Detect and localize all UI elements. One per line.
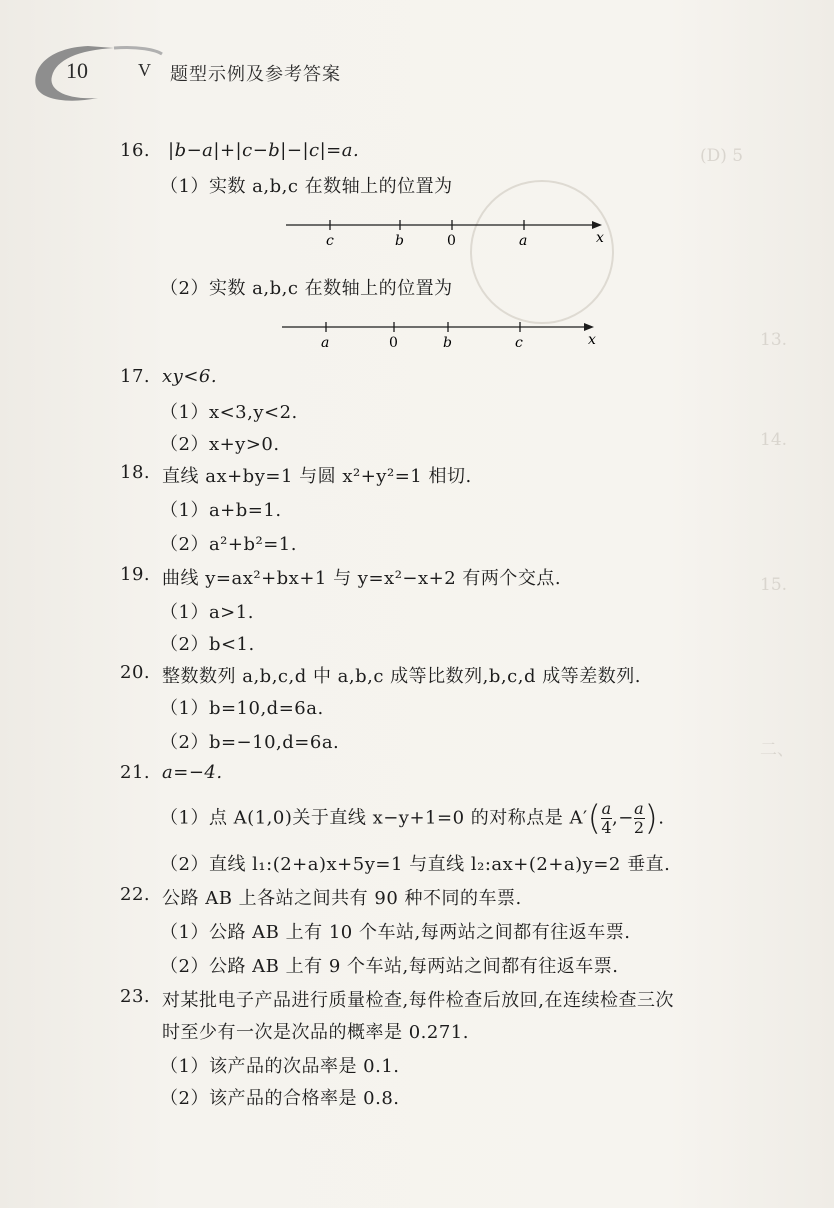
bleed-through-arc [470, 180, 614, 324]
condition-1 [160, 800, 665, 837]
condition-2: （2）b<1. [160, 634, 255, 655]
condition-1: （1）a>1. [160, 602, 254, 623]
tick-label: c [326, 233, 334, 249]
tick-label: 0 [447, 233, 456, 249]
condition-1-text: （1）点 A(1,0)关于直线 x−y+1=0 的对称点是 A′ [160, 807, 588, 829]
condition-2: （2）b=−10,d=6a. [160, 732, 340, 753]
question-number: 19. [120, 564, 151, 585]
question-stem: 公路 AB 上各站之间共有 90 种不同的车票. [162, 888, 522, 909]
question-number: 18. [120, 462, 151, 483]
tick-label: b [395, 233, 404, 249]
question-stem: 曲线 y=ax²+bx+1 与 y=x²−x+2 有两个交点. [162, 568, 562, 589]
question-stem-line-1: 对某批电子产品进行质量检查,每件检查后放回,在连续检查三次 [162, 990, 674, 1011]
fraction [601, 800, 612, 837]
chapter-title: 题型示例及参考答案 [170, 64, 341, 85]
condition-2: （2）公路 AB 上有 9 个车站,每两站之间都有往返车票. [160, 956, 619, 977]
condition-1: （1）x<3,y<2. [160, 402, 298, 423]
question-stem-line-2: 时至少有一次是次品的概率是 0.271. [162, 1022, 469, 1043]
condition-1: （1）公路 AB 上有 10 个车站,每两站之间都有往返车票. [160, 922, 631, 943]
tick-label: 0 [389, 335, 398, 351]
question-stem: xy<6. [162, 366, 218, 387]
bleed-through-text: 15. [760, 575, 788, 595]
question-number: 23. [120, 986, 151, 1007]
question-number: 21. [120, 762, 151, 783]
question-stem: 整数数列 a,b,c,d 中 a,b,c 成等比数列,b,c,d 成等差数列. [162, 666, 641, 687]
tick-label: c [515, 335, 523, 351]
numerator: a [634, 799, 645, 818]
number-line-1 [280, 212, 610, 252]
page-number: 10 [66, 58, 88, 83]
bleed-through-text: 二、 [760, 740, 794, 760]
condition-1: （1）a+b=1. [160, 500, 282, 521]
tick-label: a [321, 335, 330, 351]
fraction [634, 800, 645, 837]
condition-1: （1）实数 a,b,c 在数轴上的位置为 [160, 176, 453, 197]
bleed-through-text: (D) 5 [700, 146, 744, 166]
right-paren: ) [644, 798, 659, 839]
condition-2: （2）直线 l₁:(2+a)x+5y=1 与直线 l₂:ax+(2+a)y=2 垂直. [160, 854, 671, 875]
condition-1: （1）b=10,d=6a. [160, 698, 324, 719]
axis-arrow [592, 221, 602, 229]
condition-2: （2）x+y>0. [160, 434, 280, 455]
question-number: 20. [120, 662, 151, 683]
question-number: 17. [120, 366, 151, 387]
bleed-through-text: 14. [760, 430, 788, 450]
axis-variable: x [588, 332, 596, 348]
question-stem: 直线 ax+by=1 与圆 x²+y²=1 相切. [162, 466, 472, 487]
question-stem: |b−a|+|c−b|−|c|=a. [168, 140, 360, 161]
axis-arrow [584, 323, 594, 331]
condition-2: （2）该产品的合格率是 0.8. [160, 1088, 400, 1109]
number-line-2 [278, 314, 608, 354]
question-number: 16. [120, 140, 151, 161]
condition-2: （2）实数 a,b,c 在数轴上的位置为 [160, 278, 453, 299]
denominator: 2 [633, 818, 645, 837]
bleed-through-text: 13. [760, 330, 788, 350]
condition-1: （1）该产品的次品率是 0.1. [160, 1056, 400, 1077]
tick-label: a [519, 233, 528, 249]
condition-2: （2）a²+b²=1. [160, 534, 297, 555]
period: . [658, 807, 665, 829]
axis-variable: x [596, 230, 604, 246]
numerator: a [601, 799, 612, 818]
left-paren: ( [587, 798, 602, 839]
separator: ,− [612, 807, 634, 829]
chapter-numeral: V [138, 60, 151, 80]
tick-label: b [443, 335, 452, 351]
question-stem: a=−4. [162, 762, 223, 783]
denominator: 4 [601, 818, 613, 837]
question-number: 22. [120, 884, 151, 905]
